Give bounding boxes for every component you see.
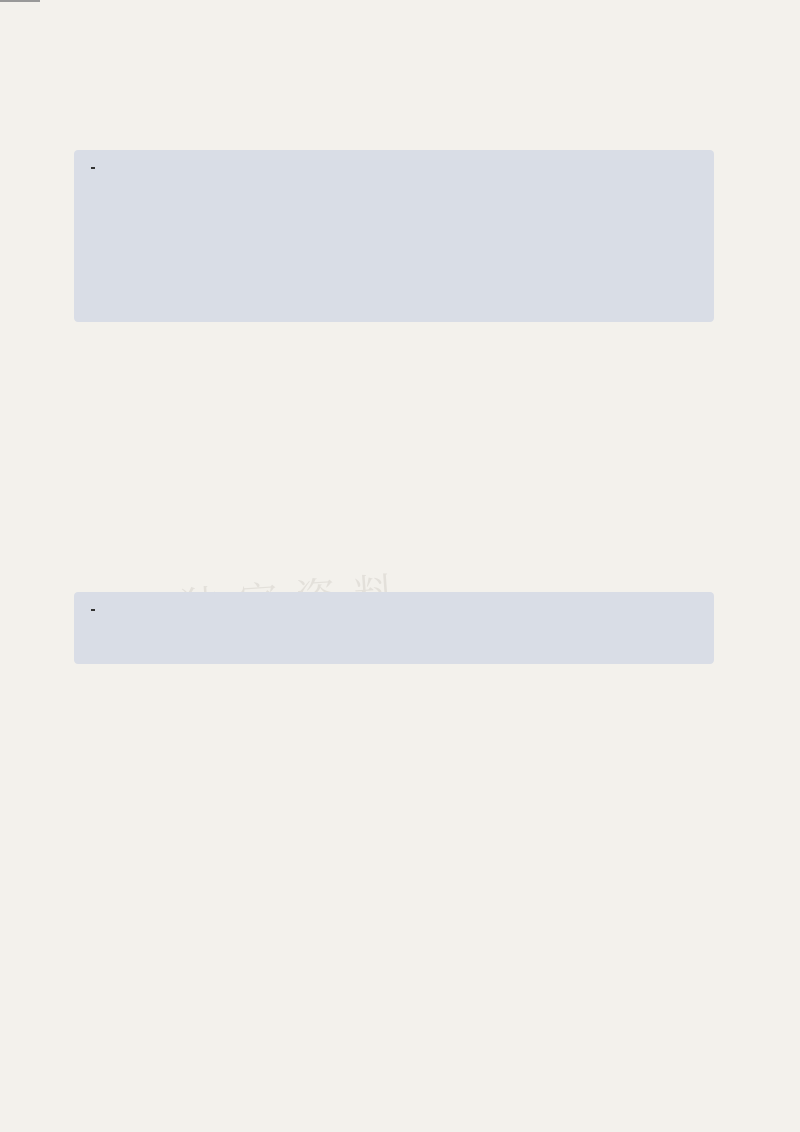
passage-box-3	[74, 592, 714, 664]
question-marker	[91, 167, 95, 169]
corner-mark	[0, 0, 40, 2]
question-marker	[91, 609, 95, 611]
passage-box-2	[74, 150, 714, 322]
